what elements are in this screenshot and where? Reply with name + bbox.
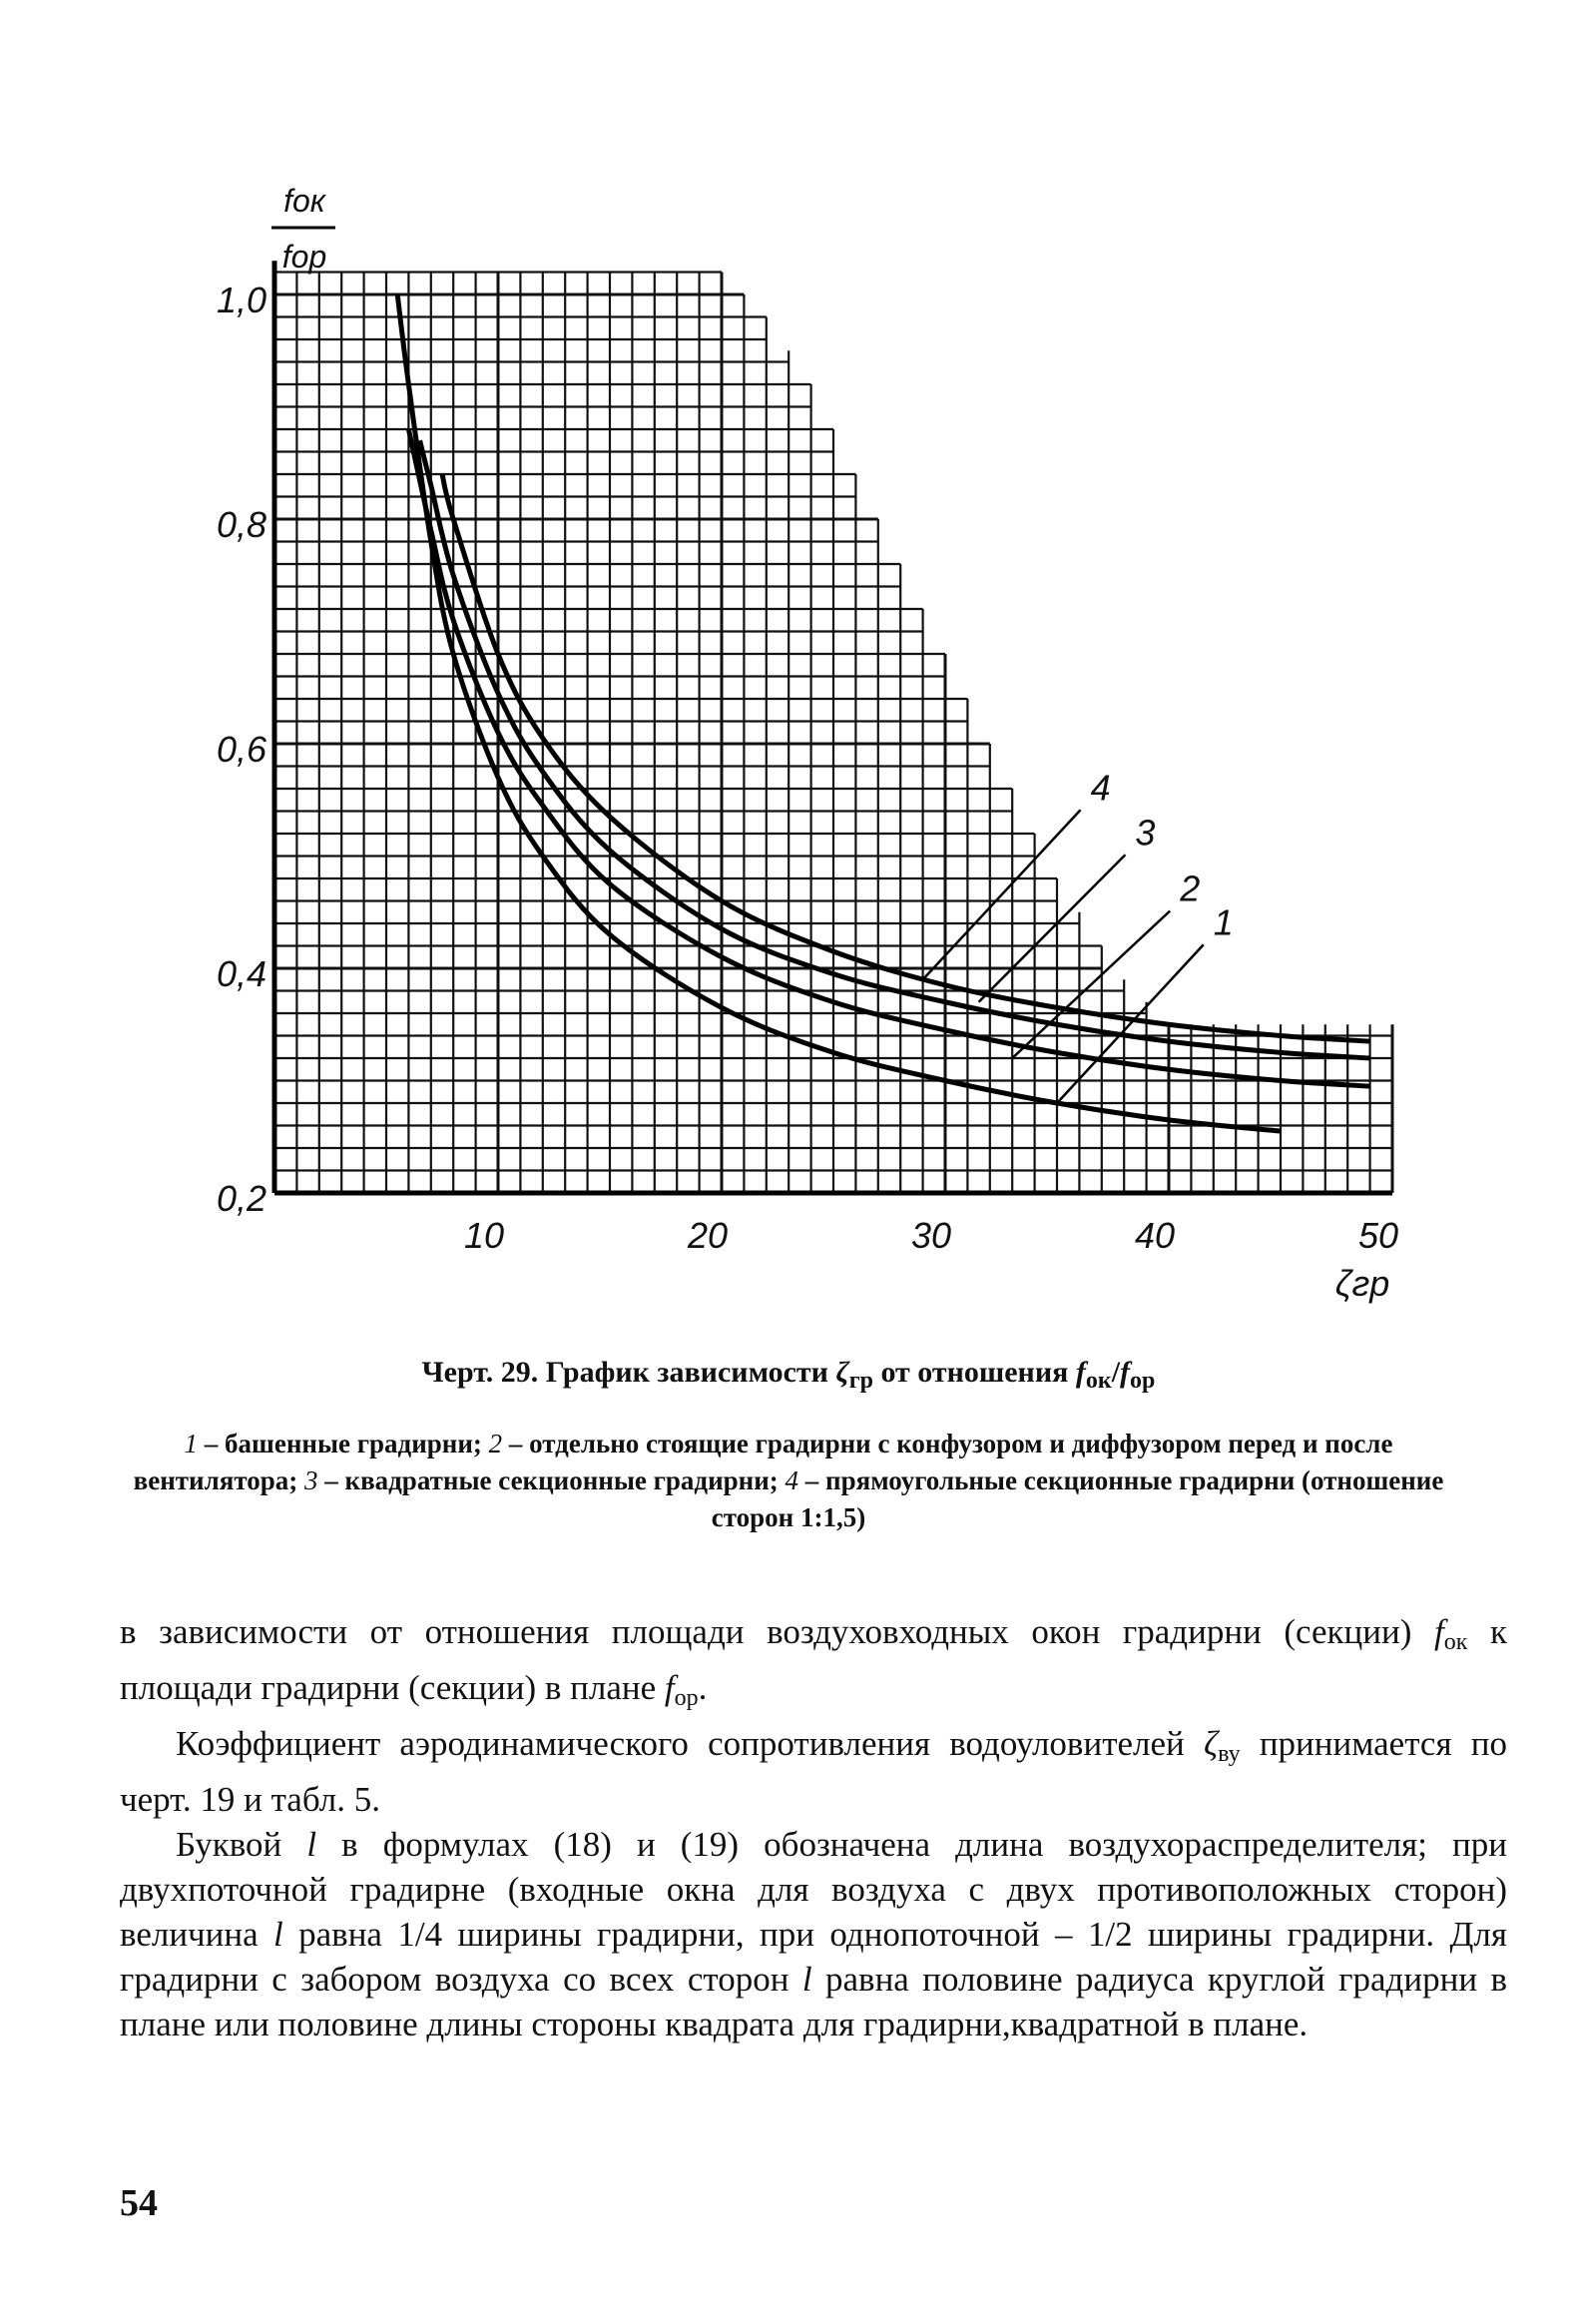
x-tick-label: 10: [463, 1215, 505, 1256]
y-tick-label: 0,4: [216, 953, 266, 994]
legend-num-1: 1: [184, 1429, 199, 1458]
caption-title-mid: от отношения: [872, 1356, 1076, 1389]
y-axis-label-denominator: fор: [281, 239, 327, 275]
p1-text-a: в зависимости от отношения площади воздуховходных окон градирни (секции): [120, 1612, 1434, 1651]
p3-l2: l: [273, 1915, 283, 1954]
caption-slash: /: [1111, 1356, 1121, 1389]
y-tick-label: 1,0: [216, 280, 266, 320]
p2-text-b: принимается по черт. 19 и табл. 5.: [120, 1724, 1507, 1819]
legend-text-4: – прямоугольные секционные градирни (отношение сторон 1:1,5): [711, 1465, 1444, 1532]
x-axis-label: ζгр: [1334, 1263, 1390, 1304]
p1-text-c: .: [698, 1668, 708, 1707]
p2-text-a: Коэффициент аэродинамического сопротивления водоуловителей: [176, 1724, 1204, 1763]
p3-text-d: равна половине радиуса круглой градирни в плане или половине длины стороны квадрата для градирни,квадратной в плане.: [120, 1960, 1507, 2043]
curve-label-4: 4: [1090, 767, 1111, 809]
legend-text-2: – отдельно стоящие градирни с конфузором и диффузором перед и после вентилятора;: [133, 1429, 1393, 1495]
p1-f-sub: ок: [1443, 1629, 1468, 1655]
x-tick-label: 50: [1357, 1215, 1399, 1256]
body-text: [120, 1609, 1507, 2046]
caption-f1: f: [1075, 1356, 1086, 1389]
legend-num-4: 4: [785, 1465, 799, 1495]
caption-f2: f: [1120, 1356, 1131, 1389]
caption-title-prefix: Черт. 29. График зависимости: [421, 1356, 836, 1389]
p2-zeta-sub: ву: [1218, 1741, 1241, 1767]
legend-num-3: 3: [304, 1465, 318, 1495]
caption-zeta-sub: гр: [848, 1368, 873, 1394]
figure-caption-legend: [120, 1426, 1457, 1536]
paragraph-1: [120, 1609, 1507, 1721]
p1-f2: f: [664, 1668, 675, 1707]
page-number: 54: [120, 2182, 158, 2224]
p3-l3: l: [801, 1960, 812, 1999]
curve-3: [420, 440, 1370, 1058]
p2-zeta: ζ: [1203, 1724, 1219, 1763]
curve-leader-3: [979, 855, 1126, 1002]
p3-text-b: в формулах (18) и (19) обозначена длина воздухораспределителя; при двухпоточной градирне (входные окна для воздуха с двух противоположных сторон) величина: [120, 1825, 1507, 1954]
legend-num-2: 2: [488, 1429, 503, 1458]
caption-f2-sub: ор: [1130, 1368, 1156, 1394]
p1-f: f: [1433, 1612, 1444, 1651]
y-axis-label-numerator: fок: [283, 183, 325, 219]
figure-caption-title: [120, 1356, 1457, 1395]
caption-zeta: ζ: [835, 1356, 849, 1389]
x-tick-label: 40: [1134, 1215, 1176, 1256]
curve-4: [442, 474, 1370, 1041]
paragraph-2: [120, 1721, 1507, 1822]
caption-f1-sub: ок: [1085, 1368, 1112, 1394]
curve-label-1: 1: [1213, 901, 1234, 943]
y-tick-label: 0,6: [216, 729, 266, 770]
x-tick-label: 20: [687, 1215, 729, 1256]
legend-text-3: – квадратные секционные градирни;: [317, 1465, 786, 1495]
p1-text-b: к площади градирни (секции) в плане: [120, 1612, 1507, 1707]
p3-text-c: равна 1/4 ширины градирни, при однопоточной – 1/2 ширины градирни. Для градирни с забором воздуха со всех сторон: [120, 1915, 1507, 1999]
p1-f2-sub: ор: [674, 1685, 699, 1711]
p3-text-a: Буквой: [176, 1825, 307, 1864]
x-tick-label: 30: [910, 1215, 952, 1256]
y-tick-label: 0,8: [216, 504, 266, 545]
y-tick-label: 0,2: [216, 1178, 266, 1219]
paragraph-3: [120, 1822, 1507, 2046]
curve-label-2: 2: [1180, 868, 1201, 909]
p3-l1: l: [306, 1825, 317, 1864]
curve-label-3: 3: [1135, 812, 1156, 854]
legend-text-1: – башенные градирни;: [198, 1429, 489, 1458]
chart-labels: [923, 767, 1234, 1103]
